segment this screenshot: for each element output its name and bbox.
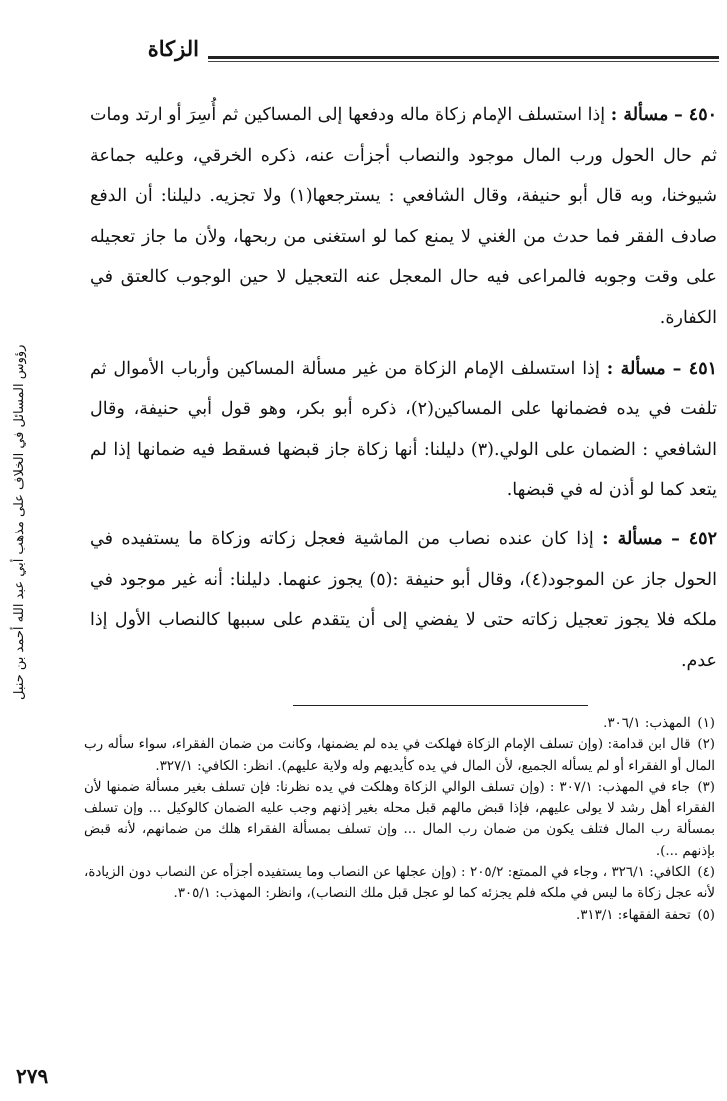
issue-number: ٤٥٢ – xyxy=(671,528,717,549)
footnote xyxy=(84,713,715,734)
footnote-number: (٣) xyxy=(697,779,715,795)
footnote-text: جاء في المهذب: ٣٠٧/١ : (وإن تسلف الوالي الزكاة وهلكت في يده نظرنا: فإن تسلف بغير مسألة ضمنها لأن الفقراء أهل رشد لا يولى عليهم، فإذا قبض مالهم قبل محله بغير إذنهم وجب عليه الضمان كالوكيل ... وإن تسلف بمسألة رب المال فتلف يكون من ضمان رب المال ... وإن تسلف بمسألة الفقراء هلك من ضمانهم، لأنه قبض بإذنهم ...). xyxy=(84,779,715,859)
issue-paragraph xyxy=(90,349,717,511)
side-running-title: رؤوس المسائل في الخلاف على مذهب أبي عبد الله أحمد بن حنبل xyxy=(12,344,27,700)
issue-number: ٤٥٠ – xyxy=(673,105,717,125)
footnote-number: (٢) xyxy=(697,737,715,753)
issue-text: إذا استسلف الإمام زكاة ماله ودفعها إلى المساكين ثم أُسِرَ أو ارتد ومات ثم حال الحول ورب المال موجود والنصاب أجزأت عنه، ذكره الخرقي، وعليه جماعة شيوخنا، وبه قال أبو حنيفة، وقال الشافعي : يسترجعها(١) ولا تجزيه. دليلنا: أن الدفع صادف الفقر فما حدث من الغني لا يمنع كما لو استغنى من ربحها، ولأن ما جاز تعجيله على وقت وجوبه فالمراعى فيه حال المعجل عنه التعجيل لا حين الوجوب كالعتق في الكفارة. xyxy=(90,105,717,328)
footnote xyxy=(84,862,715,905)
issue-number: ٤٥١ – xyxy=(672,358,717,379)
issue-paragraph xyxy=(90,95,717,339)
footnote-number: (١) xyxy=(697,716,715,731)
main-text xyxy=(90,95,717,691)
issue-text: إذا كان عنده نصاب من الماشية فعجل زكاته وزكاة ما يستفيده في الحول جاز عن الموجود(٤)، وقال أبو حنيفة :(٥) يجوز عنهما. دليلنا: أنه غير موجود في ملكه فلا يجوز تعجيل زكاته حتى لا يفضي إلى أن يتقدم على سببها كالنصاب الأول إذا عدم. xyxy=(90,528,717,671)
footnote-text: المهذب: ٣٠٦/١. xyxy=(603,716,691,731)
footnote-number: (٥) xyxy=(697,907,715,923)
footnote xyxy=(84,905,715,926)
issue-keyword: مسألة : xyxy=(602,528,663,549)
issue-keyword: مسألة : xyxy=(610,105,669,125)
footnote-text: تحفة الفقهاء: ٣١٣/١. xyxy=(575,907,691,923)
footnotes xyxy=(84,713,715,926)
header-rule-thin xyxy=(208,61,719,62)
page-number: ٢٧٩ xyxy=(16,1064,49,1088)
footnote-separator xyxy=(293,705,588,706)
footnote-text: الكافي: ٣٢٦/١ ، وجاء في الممتع: ٢٠٥/٢ : (وإن عجلها عن النصاب وما يستفيده أجزأه عن النصاب دون الزيادة، لأنه عجل زكاة ما ليس في ملكه فلم يجزئه كما لو عجل قبل ملك النصاب)، وانظر: المهذب: ٣٠٥/١. xyxy=(84,865,715,902)
footnote xyxy=(84,734,715,777)
issue-paragraph xyxy=(90,519,717,681)
issue-keyword: مسألة : xyxy=(606,358,666,379)
header-rule xyxy=(208,56,719,59)
footnote-number: (٤) xyxy=(697,865,716,881)
footnote-text: قال ابن قدامة: (وإن تسلف الإمام الزكاة فهلكت في يده لم يضمنها، وكانت من ضمان الفقراء، سواء سأله رب المال أو الفقراء أو لم يسأله الجميع، لأن المال في يده كأيديهم وله ولاية عليهم). انظر: الكافي: ٣٢٧/١. xyxy=(84,737,715,774)
running-header-title: الزكاة xyxy=(147,36,199,61)
footnote xyxy=(84,777,715,862)
issue-text: إذا استسلف الإمام الزكاة من غير مسألة المساكين وأرباب الأموال ثم تلفت في يده فضمانها على المساكين(٢)، ذكره أبو بكر، وهو قول أبي حنيفة، وقال الشافعي : الضمان على الولي.(٣) دليلنا: أنها زكاة جاز قبضها فسقط فيه ضمانها إذا لم يتعد كما لو أذن له في قبضها. xyxy=(90,358,717,501)
